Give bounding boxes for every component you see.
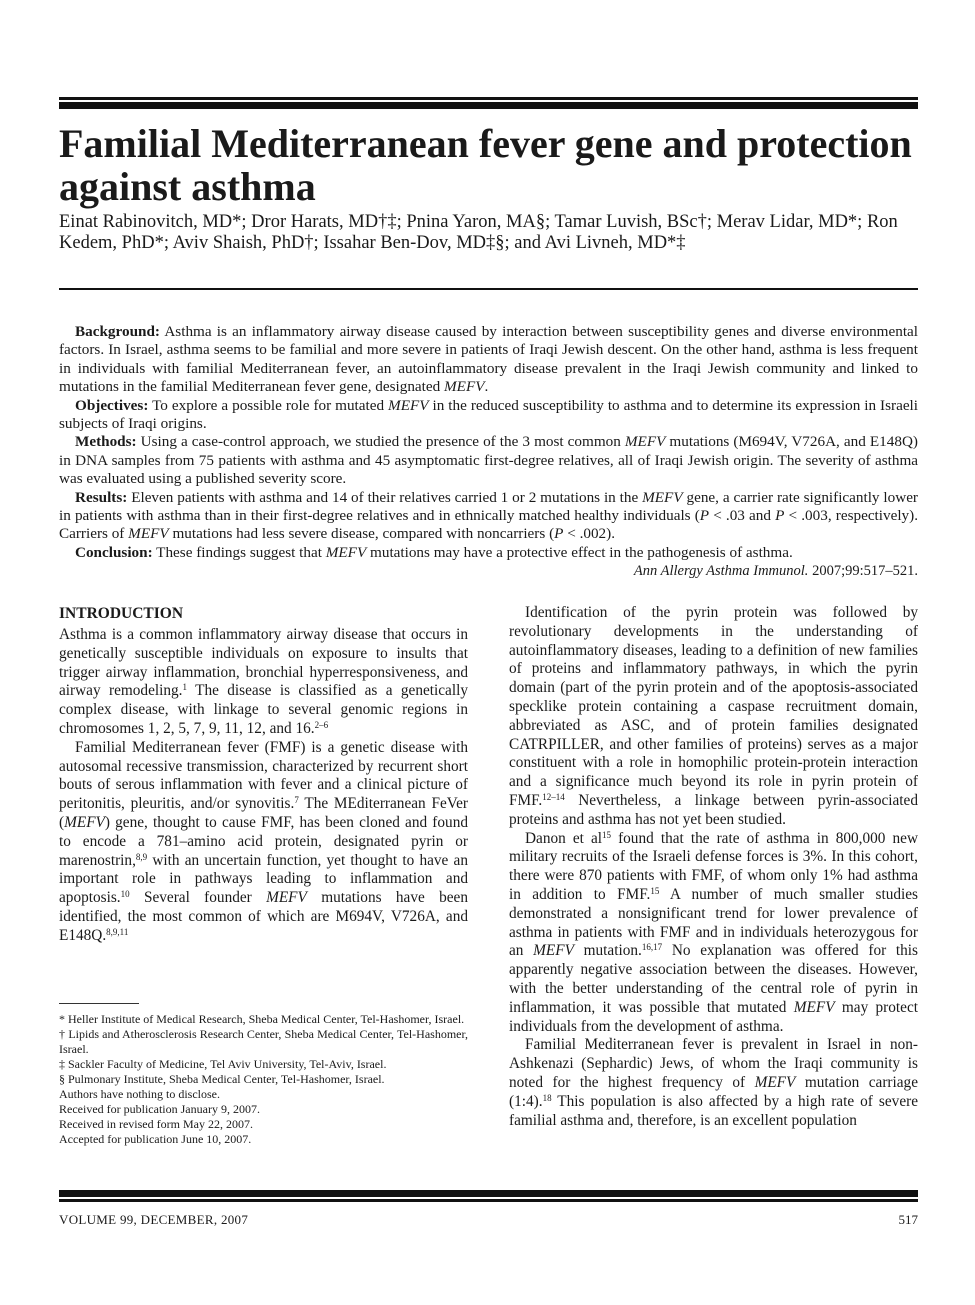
citation [59,562,918,580]
gene-name: MEFV [266,889,307,907]
text: No explanation was offered for this apparently negative association between the diseases. However, with the better understanding of the central role of pyrin in inflammation, it was possible that mutated [509,942,918,1016]
text: Asthma is a common inflammatory airway disease that occurs in genetically susceptible individuals on exposure to insults that trigger airway inflammation, bronchial hyperresponsiveness, and airway remodeling. [59,626,468,700]
footnote-rule [59,1003,139,1004]
abstract-methods [59,433,918,488]
paragraph [59,739,468,946]
background-text: Asthma is an inflammatory airway disease caused by interaction between susceptibility genes and diverse environmental factors. In Israel, asthma seems to be familial and more severe in patients of Iraqi Jewish descent. On the other hand, asthma is less frequent in individuals with familial Mediterranean fever, an autoinflammatory disease prevalent in the Iraqi Jewish community and linked to mutations in the familial Mediterranean fever gene, designated [59,323,918,396]
results-label: Results: [75,488,128,506]
footnotes [59,1012,468,1147]
objectives-label: Objectives: [75,396,149,414]
right-column [509,604,918,1130]
paragraph [509,1036,918,1130]
methods-text: Using a case-control approach, we studied the presence of the 3 most common [136,433,625,451]
text: This population is also affected by a high rate of severe familial asthma and, therefore, is an excellent population [509,1092,918,1129]
conclusion-label: Conclusion: [75,543,153,561]
text: with an uncertain function, yet thought to have an important role in pathways leading to inflammation and apoptosis. [59,851,468,907]
footnote: Received in revised form May 22, 2007. [59,1117,253,1131]
paragraph [509,604,918,830]
paragraph [59,626,468,739]
footnote: Received for publication January 9, 2007. [59,1102,260,1116]
reference: 7 [294,795,299,806]
results-text: < .002). [563,525,615,543]
top-rule-thin [59,97,918,100]
text: The disease is classified as a genetically complex disease, with linkage to several genomic regions in chromosomes 1, 2, 5, 7, 9, 11, 12, and 16. [59,682,468,737]
abstract-objectives [59,397,918,434]
reference: 1 [182,682,187,693]
reference: 2–6 [314,719,329,730]
header-divider [59,288,918,290]
abstract-results [59,489,918,544]
reference: 15 [602,829,611,840]
background-label: Background: [75,323,160,340]
methods-text: mutations (M694V, V726A, and E148Q) in DNA samples from 75 patients with asthma and 45 asymptomatic first-degree relatives, all of Iraqi Jewish origin. The severity of asthma was evaluated using a published severity score. [59,433,918,488]
footnote: § Pulmonary Institute, Sheba Medical Center, Tel-Hashomer, Israel. [59,1072,385,1086]
p-symbol: P [699,507,710,525]
page-number: 517 [898,1212,918,1227]
text: ) gene, thought to cause FMF, has been cloned and found to encode a 781–amino acid protein, designated pyrin or marenostrin, [59,813,468,869]
text: mutations have been identified, the most common of which are M694V, V726A, and E148Q. [59,889,468,944]
period: . [484,378,489,396]
footnote: * Heller Institute of Medical Research, Sheba Medical Center, Tel-Hashomer, Israel. [59,1012,465,1026]
gene-name: MEFV [64,813,105,831]
results-text: mutations had less severe disease, compared with noncarriers ( [168,525,555,543]
reference: 12–14 [542,791,565,802]
citation-ref: 2007;99:517–521. [808,563,918,580]
top-rule-thick [59,102,918,109]
gene-name: MEFV [624,433,666,451]
objectives-text: To explore a possible role for mutated [148,396,389,414]
bottom-rule-thick [59,1190,918,1197]
footnote: † Lipids and Atherosclerosis Research Center, Sheba Medical Center, Tel-Hashomer, Israel. [59,1027,468,1056]
footer-volume: VOLUME 99, DECEMBER, 2007 [59,1212,249,1227]
gene-name: MEFV [642,488,683,506]
text: Familial Mediterranean fever (FMF) is a genetic disease with autosomal recessive transmission, characterized by recurrent short bouts of serous inflammation with fever and a clinical picture of peritonitis, pleuritis, and/or synovitis. [59,738,468,813]
results-text: < .03 and [709,507,776,525]
gene-name: MEFV [533,942,574,960]
results-text: gene, a carrier rate significantly lower in patients with asthma than in their first-degree relatives and in ethnically matched healthy individuals ( [59,488,918,525]
methods-label: Methods: [75,433,137,451]
p-symbol: P [554,525,564,543]
gene-name: MEFV [793,998,835,1016]
objectives-text: in the reduced susceptibility to asthma and to determine its expression in Israeli subjects of Iraqi origins. [59,396,918,433]
text: Identification of the pyrin protein was followed by revolutionary developments in the understanding of autoinflammatory diseases, leading to a definition of new families of proteins and inflammatory pathways, in which the pyrin domain (part of the pyrin protein and of the apoptosis-associated specklike protein containing a caspase recruitment domain, abbreviated as ASC, and of protein families designated CATRPILLER, and other families of proteins) serves as a major constituent with a role in homophilic protein-protein interaction and a significance much beyond its role in pyrin protein of FMF. [509,604,918,809]
footnote: Accepted for publication June 10, 2007. [59,1132,252,1146]
text: mutation. [573,942,642,960]
gene-name: MEFV [754,1073,796,1091]
gene-name: MEFV [444,378,485,396]
text: mutation carriage (1:4). [509,1073,918,1110]
reference: 15 [650,885,660,896]
footnote: ‡ Sackler Faculty of Medicine, Tel Aviv University, Tel-Aviv, Israel. [59,1057,387,1071]
text: Familial Mediterranean fever is prevalent in Israel in non-Ashkenazi (Sephardic) Jews, of whom the Iraqi community is noted for the highest frequency of [509,1036,918,1091]
reference: 8,9 [135,851,148,862]
paragraph [509,830,918,1037]
citation-journal: Ann Allergy Asthma Immunol. [633,563,809,580]
reference: 8,9,11 [106,926,129,937]
text: Nevertheless, a linkage between pyrin-associated proteins and asthma has not yet been studied. [509,791,918,828]
conclusion-text: mutations may have a protective effect in the pathogenesis of asthma. [366,543,793,561]
p-symbol: P [775,507,785,525]
article-title: Familial Mediterranean fever gene and protection against asthma [59,121,912,209]
bottom-rule-thin [59,1199,918,1202]
text: Danon et al [525,829,602,847]
section-heading: INTRODUCTION [59,605,184,622]
left-column [59,604,468,946]
results-text: < .003, respectively). Carriers of [59,507,919,543]
abstract [59,323,918,581]
results-text: Eleven patients with asthma and 14 of their relatives carried 1 or 2 mutations in the [127,488,643,506]
text: A number of much smaller studies demonstrated a nonsignificant trend for lower prevalence of asthma in patients with FMF and in individuals heterozygous for an [509,885,918,960]
abstract-background [59,323,918,397]
text: found that the rate of asthma in 800,000 new military recruits of the Israeli defense forces is 3%. In this cohort, there were 870 patients with FMF, of whom only 1% had asthma in addition to FMF. [509,829,918,903]
text: The MEditerranean FeVer ( [59,795,468,831]
conclusion-text: These findings suggest that [152,543,326,561]
gene-name: MEFV [325,543,367,561]
abstract-conclusion [59,544,918,562]
footnote: Authors have nothing to disclose. [59,1087,220,1101]
reference: 16,17 [641,942,663,953]
gene-name: MEFV [128,525,169,543]
text: Several founder [129,889,267,907]
gene-name: MEFV [388,396,429,414]
reference: 18 [542,1092,552,1103]
author-list: Einat Rabinovitch, MD*; Dror Harats, MD†‡; Pnina Yaron, MA§; Tamar Luvish, BSc†; Merav Lidar, MD*; Ron Kedem, PhD*; Aviv Shaish, PhD†; Issahar Ben-Dov, MD‡§; and Avi Livneh, MD*‡ [59,212,898,253]
reference: 10 [120,889,130,900]
text: may protect individuals from the development of asthma. [509,998,918,1035]
